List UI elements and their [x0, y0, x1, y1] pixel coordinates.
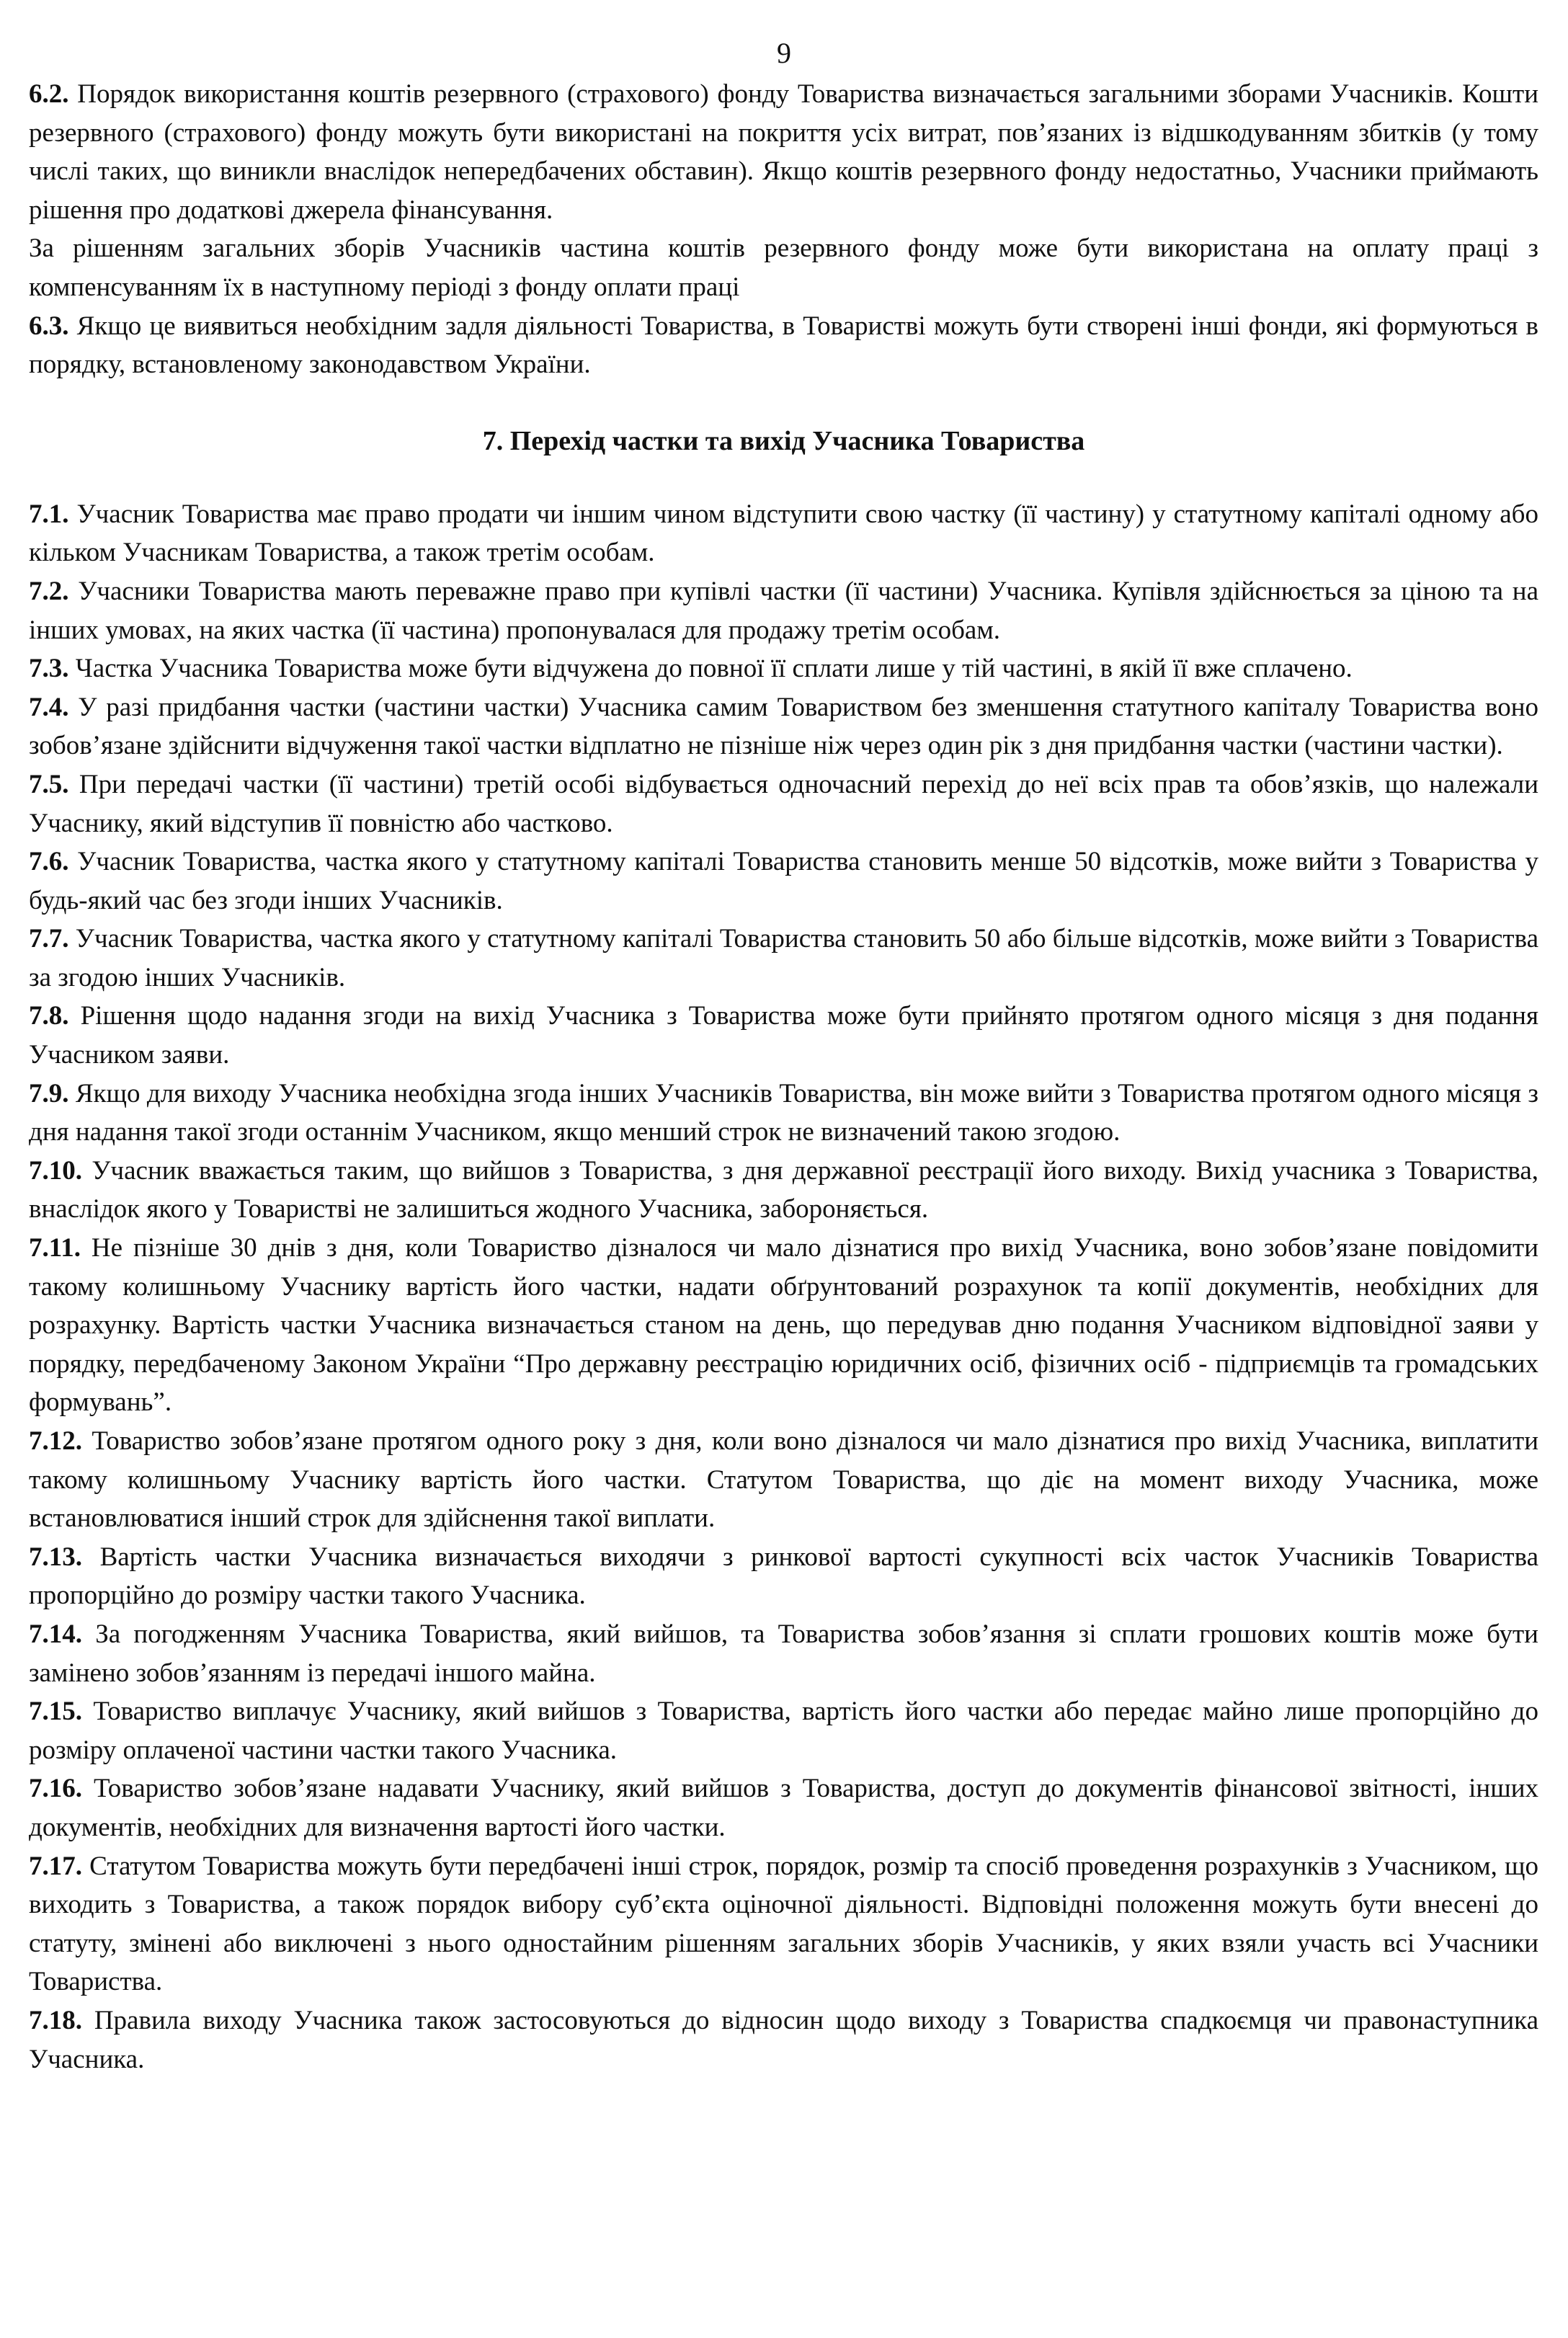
clause-paragraph: [29, 765, 1538, 843]
clause-paragraph: [29, 920, 1538, 997]
section-7-heading: 7. Перехід частки та вихід Учасника Товариства: [482, 425, 1085, 456]
clause-number: 7.3.: [29, 654, 69, 684]
clause-number: 7.18.: [29, 2005, 82, 2035]
page-number: 9: [777, 37, 791, 69]
clause-paragraph: [29, 75, 1538, 229]
clause-text: Правила виходу Учасника також застосовуються до відносин щодо виходу з Товариства спадкоємця чи правонаступника Учасника.: [29, 2005, 1538, 2074]
clause-paragraph: [29, 1075, 1538, 1152]
clause-text: Якщо це виявиться необхідним задля діяльності Товариства, в Товаристві можуть бути створені інші фонди, які формуються в порядку, встановленому законодавством України.: [29, 311, 1538, 380]
clause-paragraph: [29, 1847, 1538, 2001]
clause-paragraph: [29, 843, 1538, 920]
clause-number: 7.9.: [29, 1078, 69, 1108]
clause-paragraph: [29, 1692, 1538, 1769]
clause-paragraph: [29, 572, 1538, 649]
section-7-paragraphs: [29, 495, 1538, 2079]
section-6-paragraphs: [29, 75, 1538, 384]
clause-paragraph: [29, 1769, 1538, 1846]
document-body: [29, 75, 1538, 2079]
clause-paragraph: [29, 649, 1538, 688]
clause-text: Вартість частки Учасника визначається виходячи з ринкової вартості сукупності всіх часток Учасників Товариства пропорційно до розміру частки такого Учасника.: [29, 1542, 1538, 1611]
clause-paragraph: [29, 307, 1538, 384]
clause-number: 7.10.: [29, 1155, 82, 1186]
clause-text: Статутом Товариства можуть бути передбачені інші строк, порядок, розмір та спосіб проведення розрахунків з Учасником, що виходить з Товариства, а також порядок вибору суб’єкта оціночної діяльності. Відповідні положення можуть бути внесені до статуту, змінені або виключені з нього одностайним рішенням загальних зборів Учасників, у яких взяли участь всі Учасники Товариства.: [29, 1851, 1538, 1997]
clause-number: 7.13.: [29, 1542, 82, 1572]
clause-number: 7.2.: [29, 576, 69, 606]
clause-number: 7.6.: [29, 847, 69, 877]
clause-text: Товариство зобов’язане надавати Учаснику, який вийшов з Товариства, доступ до документів фінансової звітності, інших документів, необхідних для визначення вартості його частки.: [29, 1774, 1538, 1842]
clause-paragraph: [29, 1538, 1538, 1615]
clause-text: Частка Учасника Товариства може бути відчужена до повної її сплати лише у тій частині, в якій її вже сплачено.: [68, 654, 1353, 684]
clause-text: Рішення щодо надання згоди на вихід Учасника з Товариства може бути прийнято протягом одного місяця з дня подання Учасником заяви.: [29, 1001, 1538, 1070]
clause-paragraph: [29, 1152, 1538, 1229]
clause-number: 7.15.: [29, 1697, 82, 1727]
clause-number: 7.12.: [29, 1426, 82, 1456]
clause-text: За погодженням Учасника Товариства, який вийшов, та Товариства зобов’язання зі сплати грошових коштів може бути замінено зобов’язанням із передачі іншого майна.: [29, 1619, 1538, 1688]
clause-text: Учасники Товариства мають переважне право при купівлі частки (її частини) Учасника. Купівля здійснюється за ціною та на інших умовах, на яких частка (її частина) пропонувалася для продажу третім особам.: [29, 576, 1538, 645]
clause-text: Учасник Товариства, частка якого у статутному капіталі Товариства становить менше 50 відсотків, може вийти з Товариства у будь-який час без згоди інших Учасників.: [29, 847, 1538, 915]
clause-number: 6.3.: [29, 311, 69, 341]
clause-text: При передачі частки (її частини) третій особі відбувається одночасний перехід до неї всіх прав та обов’язків, що належали Учаснику, який відступив її повністю або частково.: [29, 769, 1538, 838]
clause-text: За рішенням загальних зборів Учасників частина коштів резервного фонду може бути використана на оплату праці з компенсуванням їх в наступному періоді з фонду оплати праці: [29, 234, 1538, 302]
clause-paragraph: [29, 688, 1538, 765]
clause-paragraph: [29, 1229, 1538, 1422]
clause-text: У разі придбання частки (частини частки) Учасника самим Товариством без зменшення статутного капіталу Товариства воно зобов’язане здійснити відчуження такої частки відплатно не пізніше ніж через один рік з дня придбання частки (частини частки).: [29, 692, 1538, 761]
clause-text: Учасник Товариства має право продати чи іншим чином відступити свою частку (її частину) у статутному капіталі одному або кільком Учасникам Товариства, а також третім особам.: [29, 499, 1538, 568]
clause-number: 7.7.: [29, 924, 69, 954]
clause-paragraph: [29, 1615, 1538, 1692]
clause-text: Товариство виплачує Учаснику, який вийшов з Товариства, вартість його частки або передає майно лише пропорційно до розміру оплаченої частини частки такого Учасника.: [29, 1697, 1538, 1765]
clause-paragraph: [29, 997, 1538, 1074]
clause-number: 7.16.: [29, 1774, 82, 1804]
clause-number: 6.2.: [29, 79, 69, 109]
clause-number: 7.11.: [29, 1233, 81, 1263]
clause-paragraph: [29, 229, 1538, 306]
clause-number: 7.1.: [29, 499, 69, 529]
clause-text: Порядок використання коштів резервного (страхового) фонду Товариства визначається загальними зборами Учасників. Кошти резервного (страхового) фонду можуть бути використані на покриття усіх витрат, пов’язаних із відшкодуванням збитків (у тому числі таких, що виникли внаслідок непередбачених обставин). Якщо коштів резервного фонду недостатньо, Учасники приймають рішення про додаткові джерела фінансування.: [29, 79, 1538, 225]
clause-number: 7.14.: [29, 1619, 82, 1649]
clause-paragraph: [29, 2001, 1538, 2079]
clause-paragraph: [29, 495, 1538, 572]
clause-text: Якщо для виходу Учасника необхідна згода інших Учасників Товариства, він може вийти з Товариства протягом одного місяця з дня надання такої згоди останнім Учасником, якщо менший строк не визначений такою згодою.: [29, 1078, 1538, 1147]
clause-number: 7.8.: [29, 1001, 69, 1031]
clause-paragraph: [29, 1422, 1538, 1538]
clause-text: Товариство зобов’язане протягом одного року з дня, коли воно дізналося чи мало дізнатися про вихід Учасника, виплатити такому колишньому Учаснику вартість його частки. Статутом Товариства, що діє на момент виходу Учасника, може встановлюватися інший строк для здійснення такої виплати.: [29, 1426, 1538, 1534]
clause-text: Не пізніше 30 днів з дня, коли Товариство дізналося чи мало дізнатися про вихід Учасника, воно зобов’язане повідомити такому колишньому Учаснику вартість його частки, надати обґрунтований розрахунок та копії документів, необхідних для розрахунку. Вартість частки Учасника визначається станом на день, що передував дню подання Учасником відповідної заяви у порядку, передбаченому Законом України “Про державну реєстрацію юридичних осіб, фізичних осіб - підприємців та громадських формувань”.: [29, 1233, 1538, 1418]
clause-text: Учасник вважається таким, що вийшов з Товариства, з дня державної реєстрації його виходу. Вихід учасника з Товариства, внаслідок якого у Товаристві не залишиться жодного Учасника, забороняється.: [29, 1155, 1538, 1224]
clause-number: 7.4.: [29, 692, 69, 722]
clause-number: 7.17.: [29, 1851, 82, 1881]
clause-text: Учасник Товариства, частка якого у статутному капіталі Товариства становить 50 або більше відсотків, може вийти з Товариства за згодою інших Учасників.: [29, 924, 1538, 992]
clause-number: 7.5.: [29, 769, 69, 799]
